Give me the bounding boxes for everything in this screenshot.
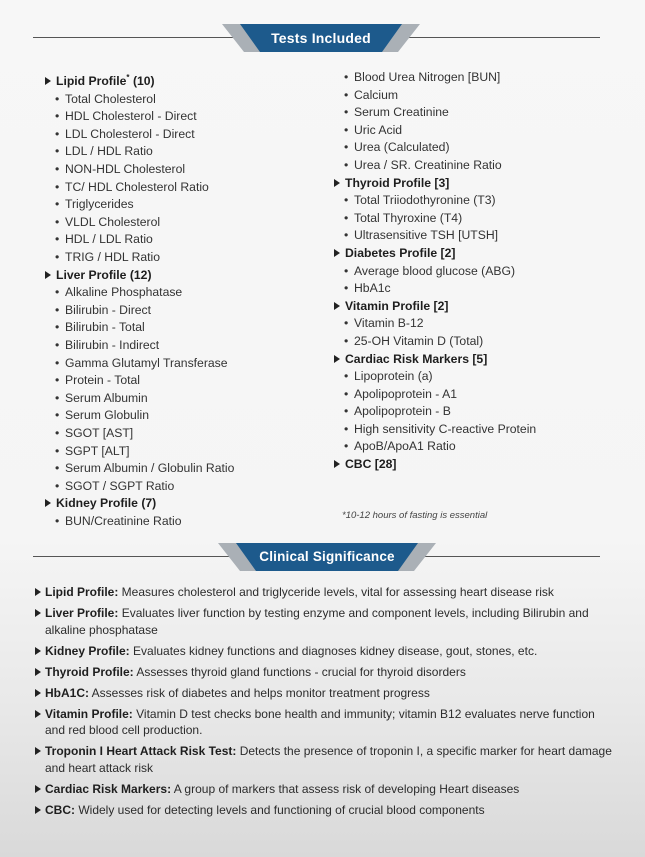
test-item: • TRIG / HDL Ratio: [55, 250, 161, 264]
test-item: • Total Thyroxine (T4): [344, 210, 463, 225]
section-heading-kidney: Kidney Profile (7): [45, 495, 325, 513]
test-item: • TC/ HDL Cholesterol Ratio: [55, 179, 209, 194]
test-item: • Total Cholesterol: [55, 91, 156, 106]
test-item: • SGOT / SGPT Ratio: [55, 478, 175, 493]
tests-included-banner: [0, 20, 645, 56]
divider-line: [33, 37, 243, 38]
tests-left-column: [45, 69, 325, 531]
test-item: • Uric Acid: [344, 122, 403, 137]
test-item: • Blood Urea Nitrogen [BUN]: [344, 70, 501, 84]
test-item: • Bilirubin - Direct: [55, 302, 152, 317]
test-item: • Urea / SR. Creatinine Ratio: [344, 157, 502, 172]
test-item: • Average blood glucose (ABG): [344, 263, 516, 278]
test-item: • LDL Cholesterol - Direct: [55, 126, 195, 141]
test-item: • SGPT [ALT]: [55, 443, 130, 458]
clinical-significance-list: [35, 584, 615, 823]
test-item: • Total Triiodothyronine (T3): [344, 193, 496, 208]
section-heading-thyroid: Thyroid Profile [3]: [334, 175, 624, 193]
triangle-bullet-icon: [35, 806, 41, 814]
test-item: • Serum Albumin: [55, 390, 148, 405]
test-item: • Bilirubin - Total: [55, 320, 145, 335]
section-heading-cardiac: Cardiac Risk Markers [5]: [334, 351, 624, 369]
section-heading-liver: Liver Profile (12): [45, 267, 325, 285]
test-item: • Alkaline Phosphatase: [55, 285, 183, 300]
test-item: • SGOT [AST]: [55, 425, 134, 440]
clinical-item: Thyroid Profile: Assesses thyroid gland functions - crucial for thyroid disorders: [35, 664, 615, 681]
test-item: • HDL Cholesterol - Direct: [55, 109, 197, 124]
test-item: • Vitamin B-12: [344, 316, 424, 331]
banner-tab: [222, 24, 420, 52]
clinical-item: HbA1C: Assesses risk of diabetes and helps monitor treatment progress: [35, 685, 615, 702]
test-item: • Urea (Calculated): [344, 140, 450, 155]
test-item: • LDL / HDL Ratio: [55, 144, 153, 159]
triangle-bullet-icon: [45, 77, 51, 85]
test-item: • Ultrasensitive TSH [UTSH]: [344, 228, 499, 243]
banner-title: Tests Included: [271, 30, 371, 46]
divider-line: [400, 37, 600, 38]
clinical-item: Kidney Profile: Evaluates kidney functions and diagnoses kidney disease, gout, stones, etc.: [35, 643, 615, 660]
test-item: • Apolipoprotein - B: [344, 404, 451, 419]
triangle-bullet-icon: [35, 710, 41, 718]
clinical-significance-banner: [0, 539, 645, 575]
triangle-bullet-icon: [334, 249, 340, 257]
divider-line: [33, 556, 233, 557]
triangle-bullet-icon: [334, 460, 340, 468]
clinical-item: Vitamin Profile: Vitamin D test checks bone health and immunity; vitamin B12 evaluates nerve function and red blood cell production.: [35, 706, 615, 739]
banner-title: Clinical Significance: [259, 549, 395, 564]
test-item: • High sensitivity C-reactive Protein: [344, 421, 537, 436]
test-item: • Lipoprotein (a): [344, 369, 433, 384]
triangle-bullet-icon: [334, 302, 340, 310]
test-item: • Serum Globulin: [55, 408, 149, 423]
test-item: • NON-HDL Cholesterol: [55, 162, 186, 177]
triangle-bullet-icon: [334, 179, 340, 187]
fasting-note: *10-12 hours of fasting is essential: [342, 510, 488, 521]
triangle-bullet-icon: [35, 609, 41, 617]
test-item: • Serum Creatinine: [344, 105, 449, 120]
test-item: • Calcium: [344, 87, 399, 102]
clinical-item: Liver Profile: Evaluates liver function by testing enzyme and component levels, including Bilirubin and alkaline phosphatase: [35, 605, 615, 638]
triangle-bullet-icon: [45, 271, 51, 279]
divider-line: [418, 556, 600, 557]
section-heading-vitamin: Vitamin Profile [2]: [334, 298, 624, 316]
test-item: • Serum Albumin / Globulin Ratio: [55, 461, 235, 476]
section-heading-lipid: Lipid Profile* (10): [45, 69, 325, 91]
banner-tab: [218, 543, 436, 571]
triangle-bullet-icon: [35, 785, 41, 793]
triangle-bullet-icon: [35, 588, 41, 596]
triangle-bullet-icon: [35, 647, 41, 655]
test-item: • Gamma Glutamyl Transferase: [55, 355, 228, 370]
test-item: • Protein - Total: [55, 373, 140, 388]
clinical-item: CBC: Widely used for detecting levels and functioning of crucial blood components: [35, 802, 615, 819]
triangle-bullet-icon: [35, 747, 41, 755]
test-item: • ApoB/ApoA1 Ratio: [344, 439, 456, 454]
test-item: • Bilirubin - Indirect: [55, 337, 160, 352]
section-heading-cbc: CBC [28]: [334, 456, 624, 474]
triangle-bullet-icon: [35, 668, 41, 676]
clinical-item: Troponin I Heart Attack Risk Test: Detects the presence of troponin I, a specific marker for heart damage and heart attack risk: [35, 743, 615, 776]
triangle-bullet-icon: [45, 499, 51, 507]
test-item: • VLDL Cholesterol: [55, 214, 161, 229]
tests-right-column: [334, 69, 624, 474]
test-item: • HbA1c: [344, 281, 391, 296]
test-item: • BUN/Creatinine Ratio: [55, 513, 182, 528]
triangle-bullet-icon: [334, 355, 340, 363]
test-item: • 25-OH Vitamin D (Total): [344, 333, 484, 348]
clinical-item: Lipid Profile: Measures cholesterol and triglyceride levels, vital for assessing heart disease risk: [35, 584, 615, 601]
test-item: • HDL / LDL Ratio: [55, 232, 153, 247]
section-heading-diabetes: Diabetes Profile [2]: [334, 245, 624, 263]
triangle-bullet-icon: [35, 689, 41, 697]
clinical-item: Cardiac Risk Markers: A group of markers that assess risk of developing Heart diseases: [35, 781, 615, 798]
test-item: • Apolipoprotein - A1: [344, 386, 457, 401]
test-item: • Triglycerides: [55, 197, 134, 212]
